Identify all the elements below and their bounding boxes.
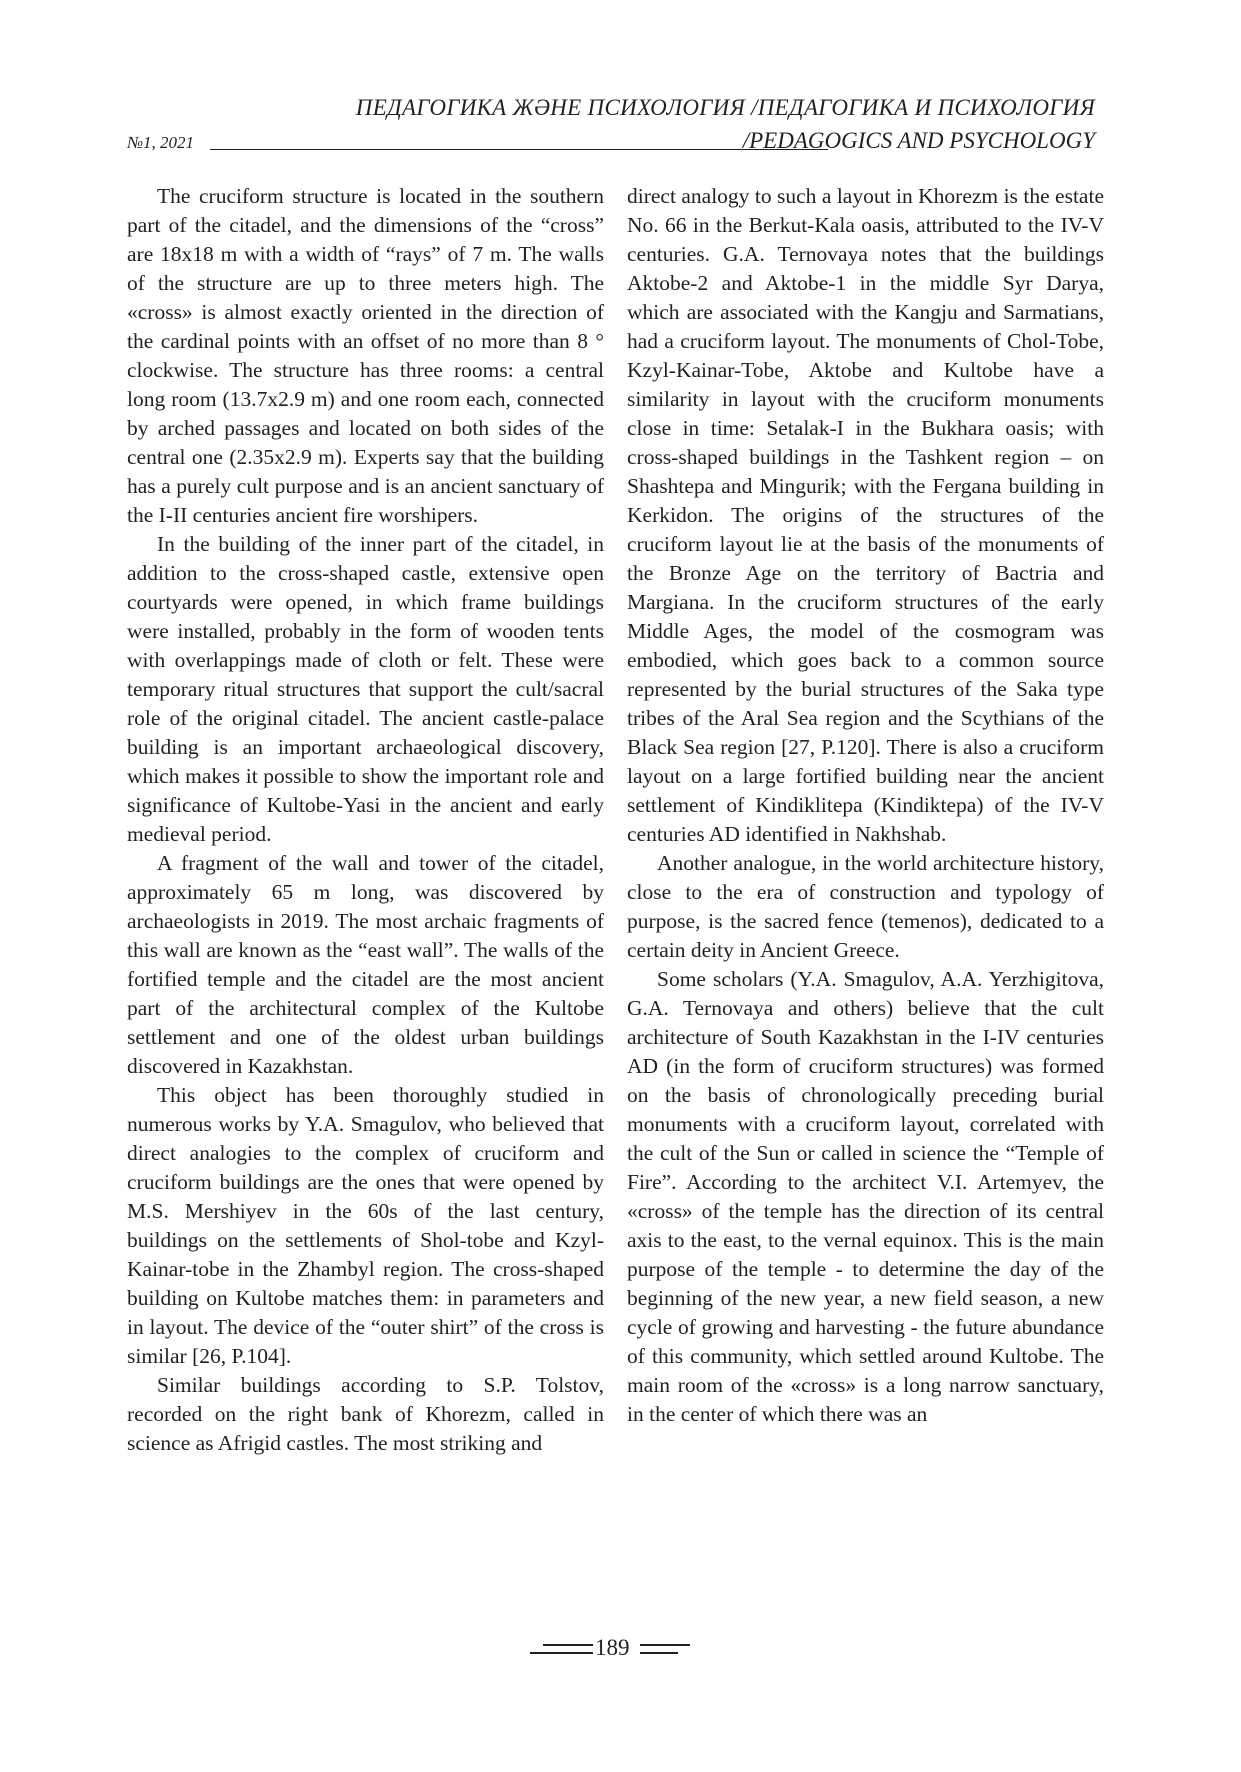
header-rule <box>210 149 828 150</box>
paragraph: This object has been thoroughly studied in numerous works by Y.A. Smagulov, who believed that direct analogies to the complex of cruciform and cruciform buildings are the ones that were opened by M.S. Mershiyev in the 60s of the last century, buildings on the settlements of Shol-tobe and Kzyl-Kainar-tobe in the Zhambyl region. The cross-shaped building on Kultobe matches them: in parameters and in layout. The device of the “outer shirt” of the cross is similar [26, P.104]. <box>127 1083 604 1368</box>
paragraph: The cruciform structure is located in the southern part of the citadel, and the dimensions of the “cross” are 18x18 m with a width of “rays” of 7 m. The walls of the structure are up to three meters high. The «cross» is almost exactly oriented in the direction of the cardinal points with an offset of no more than 8 ° clockwise. The structure has three rooms: a central long room (13.7x2.9 m) and one room each, connected by arched passages and located on both sides of the central one (2.35x2.9 m). Experts say that the building has a purely cult purpose and is an ancient sanctuary of the I-II centuries ancient fire worshipers. <box>127 184 604 527</box>
footer-rule-left-bottom <box>530 1652 593 1654</box>
footer-rule-left-top <box>543 1644 593 1646</box>
paragraph: Similar buildings according to S.P. Tolstov, recorded on the right bank of Khorezm, called in science as Afrigid castles. The most striking and <box>127 1373 604 1455</box>
paragraph: Some scholars (Y.A. Smagulov, A.A. Yerzhigitova, G.A. Ternovaya and others) believe that the cult architecture of South Kazakhstan in the I-IV centuries AD (in the form of cruciform structures) was formed on the basis of chronologically preceding burial monuments with a cruciform layout, correlated with the cult of the Sun or called in science the “Temple of Fire”. According to the architect V.I. Artemyev, the «cross» of the temple has the direction of its central axis to the east, to the vernal equinox. This is the main purpose of the temple - to determine the day of the beginning of the new year, a new field season, a new cycle of growing and harvesting - the future abundance of this community, which settled around Kultobe. The main room of the «cross» is a long narrow sanctuary, in the center of which there was an <box>627 967 1104 1426</box>
paragraph: In the building of the inner part of the citadel, in addition to the cross-shaped castle, extensive open courtyards were opened, in which frame buildings were installed, probably in the form of wooden tents with overlappings made of cloth or felt. These were temporary ritual structures that support the cult/sacral role of the original citadel. The ancient castle-palace building is an important archaeological discovery, which makes it possible to show the important role and significance of Kultobe-Yasi in the ancient and early medieval period. <box>127 532 604 846</box>
paragraph: Another analogue, in the world architecture history, close to the era of construction and typology of purpose, is the sacred fence (temenos), dedicated to a certain deity in Ancient Greece. <box>627 851 1104 962</box>
page-number: 189 <box>595 1635 630 1660</box>
page-footer <box>0 1633 1241 1673</box>
footer-rule-right-bottom <box>640 1652 678 1654</box>
paragraph: A fragment of the wall and tower of the citadel, approximately 65 m long, was discovered by archaeologists in 2019. The most archaic fragments of this wall are known as the “east wall”. The walls of the fortified temple and the citadel are the most ancient part of the architectural complex of the Kultobe settlement and one of the oldest urban buildings discovered in Kazakhstan. <box>127 851 604 1078</box>
right-column <box>627 182 1104 1429</box>
journal-subtitle: /PEDAGOGICS AND PSYCHOLOGY <box>742 128 1095 153</box>
journal-title: ПЕДАГОГИКА ЖӘНЕ ПСИХОЛОГИЯ /ПЕДАГОГИКА И ПСИХОЛОГИЯ <box>355 95 1095 120</box>
header-row <box>127 126 1095 156</box>
paragraph: direct analogy to such a layout in Khorezm is the estate No. 66 in the Berkut-Kala oasis, attributed to the IV-V centuries. G.A. Ternovaya notes that the buildings Aktobe-2 and Aktobe-1 in the middle Syr Darya, which are associated with the Kangju and Sarmatians, had a cruciform layout. The monuments of Chol-Tobe, Kzyl-Kainar-Tobe, Aktobe and Kultobe have a similarity in layout with the cruciform monuments close in time: Setalak-I in the Bukhara oasis; with cross-shaped buildings in the Tashkent region – on Shashtepa and Mingurik; with the Fergana building in Kerkidon. The origins of the structures of the cruciform layout lie at the basis of the monuments of the Bronze Age on the territory of Bactria and Margiana. In the cruciform structures of the early Middle Ages, the model of the cosmogram was embodied, which goes back to a common source represented by the burial structures of the Saka type tribes of the Aral Sea region and the Scythians of the Black Sea region [27, P.120]. There is also a cruciform layout on a large fortified building near the ancient settlement of Kindiklitepa (Kindiktepa) of the IV-V centuries AD identified in Nakhshab. <box>627 184 1104 846</box>
issue-number: №1, 2021 <box>127 133 195 152</box>
left-column <box>127 182 604 1458</box>
footer-rule-right-top <box>640 1644 690 1646</box>
